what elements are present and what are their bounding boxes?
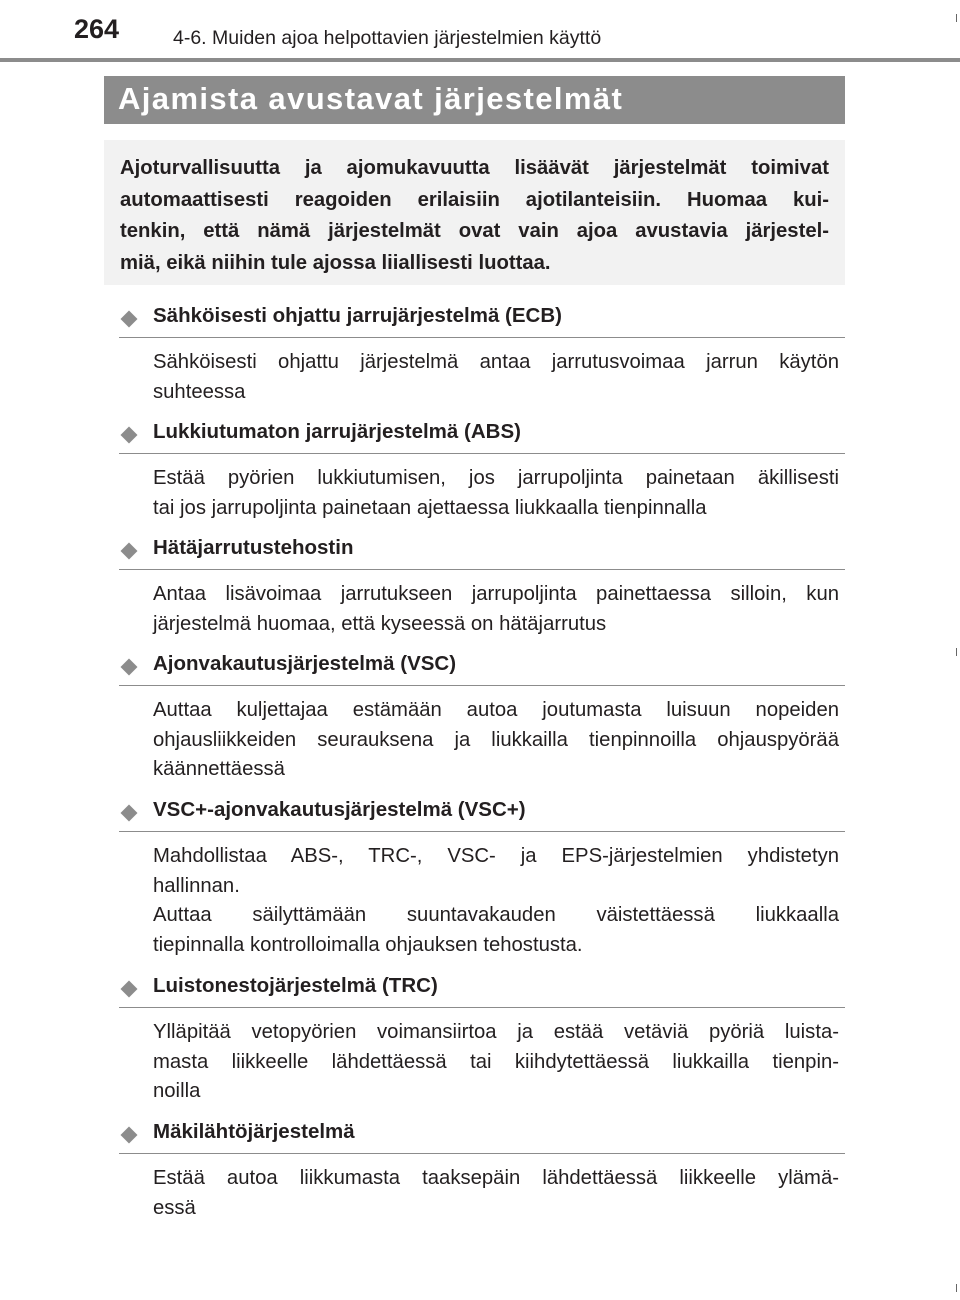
feature-heading: VSC+-ajonvakautusjärjestelmä (VSC+) — [153, 798, 526, 821]
feature-heading: Hätäjarrutustehostin — [153, 536, 354, 559]
description-line: noilla — [153, 1080, 201, 1103]
diamond-bullet-icon — [121, 659, 138, 676]
description-line: essä — [153, 1196, 196, 1219]
intro-line: miä, eikä niihin tule ajossa liiallisesti luottaa. — [120, 251, 551, 274]
description-line: tiepinnalla kontrolloimalla ohjauksen tehostusta. — [153, 933, 583, 956]
feature-description — [153, 580, 839, 639]
description-line: Sähköisesti ohjattu järjestelmä antaa jarrutusvoimaa jarrun käytön — [153, 351, 839, 373]
intro-line: automaattisesti reagoiden erilaisiin ajotilanteisiin. Huomaa kui- — [120, 188, 829, 211]
feature-description — [153, 696, 839, 785]
description-line: ohjausliikkeiden seurauksena ja liukkailla tienpinnoilla ohjauspyörää — [153, 728, 839, 751]
description-line: tai jos jarrupoljinta painetaan ajettaessa liukkaalla tienpinnalla — [153, 496, 707, 519]
feature-item-brake-assist — [119, 536, 845, 639]
crop-mark — [956, 14, 957, 22]
diamond-bullet-icon — [121, 543, 138, 560]
feature-description — [153, 348, 839, 407]
feature-item-hill-start — [119, 1120, 845, 1223]
description-line: käännettäessä — [153, 758, 285, 781]
heading-divider — [119, 569, 845, 570]
diamond-bullet-icon — [121, 981, 138, 998]
description-line: hallinnan. — [153, 874, 240, 897]
crop-mark — [956, 648, 957, 656]
heading-divider — [119, 1007, 845, 1008]
description-line: järjestelmä huomaa, että kyseessä on hätäjarrutus — [153, 612, 607, 635]
feature-description — [153, 1164, 839, 1223]
description-line: Auttaa säilyttämään suuntavakauden väistettäessä liukkaalla — [153, 904, 839, 927]
header-divider — [0, 58, 960, 62]
intro-line: tenkin, että nämä järjestelmät ovat vain ajoa avustavia järjestel- — [120, 220, 829, 242]
feature-heading: Ajonvakautusjärjestelmä (VSC) — [153, 652, 457, 675]
heading-divider — [119, 1153, 845, 1154]
feature-description — [153, 1018, 839, 1107]
description-line: Mahdollistaa ABS-, TRC-, VSC- ja EPS-järjestelmien yhdistetyn — [153, 845, 839, 867]
description-line: Auttaa kuljettajaa estämään autoa joutumasta luisuun nopeiden — [153, 699, 839, 721]
feature-heading: Sähköisesti ohjattu jarrujärjestelmä (ECB) — [153, 304, 562, 327]
feature-heading: Lukkiutumaton jarrujärjestelmä (ABS) — [153, 420, 521, 443]
intro-box — [104, 140, 845, 285]
chapter-title: 4-6. Muiden ajoa helpottavien järjestelmien käyttö — [173, 27, 602, 49]
diamond-bullet-icon — [121, 1127, 138, 1144]
heading-divider — [119, 337, 845, 338]
feature-item-ecb — [119, 304, 845, 407]
heading-divider — [119, 831, 845, 832]
heading-divider — [119, 453, 845, 454]
crop-mark — [956, 1284, 957, 1292]
feature-item-abs — [119, 420, 845, 523]
intro-line: Ajoturvallisuutta ja ajomukavuutta lisäävät järjestelmät toimivat — [120, 157, 829, 179]
description-line: Antaa lisävoimaa jarrutukseen jarrupoljinta painettaessa silloin, kun — [153, 583, 839, 605]
feature-description — [153, 842, 839, 960]
feature-heading: Luistonestojärjestelmä (TRC) — [153, 974, 438, 997]
feature-item-vsc — [119, 652, 845, 785]
section-title: Ajamista avustavat järjestelmät — [118, 81, 624, 116]
description-line: suhteessa — [153, 380, 246, 403]
description-line: Estää autoa liikkumasta taaksepäin lähdettäessä liikkeelle ylämä- — [153, 1167, 839, 1189]
description-line: Ylläpitää vetopyörien voimansiirtoa ja estää vetäviä pyöriä luista- — [153, 1021, 839, 1043]
diamond-bullet-icon — [121, 311, 138, 328]
feature-description — [153, 464, 839, 523]
description-line: masta liikkeelle lähdettäessä tai kiihdytettäessä liukkailla tienpin- — [153, 1050, 839, 1073]
heading-divider — [119, 685, 845, 686]
description-line: Estää pyörien lukkiutumisen, jos jarrupoljinta painetaan äkillisesti — [153, 467, 839, 489]
feature-item-vsc-plus — [119, 798, 845, 960]
page-number: 264 — [74, 14, 120, 44]
feature-item-trc — [119, 974, 845, 1107]
section-banner — [104, 76, 845, 124]
diamond-bullet-icon — [121, 427, 138, 444]
diamond-bullet-icon — [121, 805, 138, 822]
feature-heading: Mäkilähtöjärjestelmä — [153, 1120, 355, 1143]
